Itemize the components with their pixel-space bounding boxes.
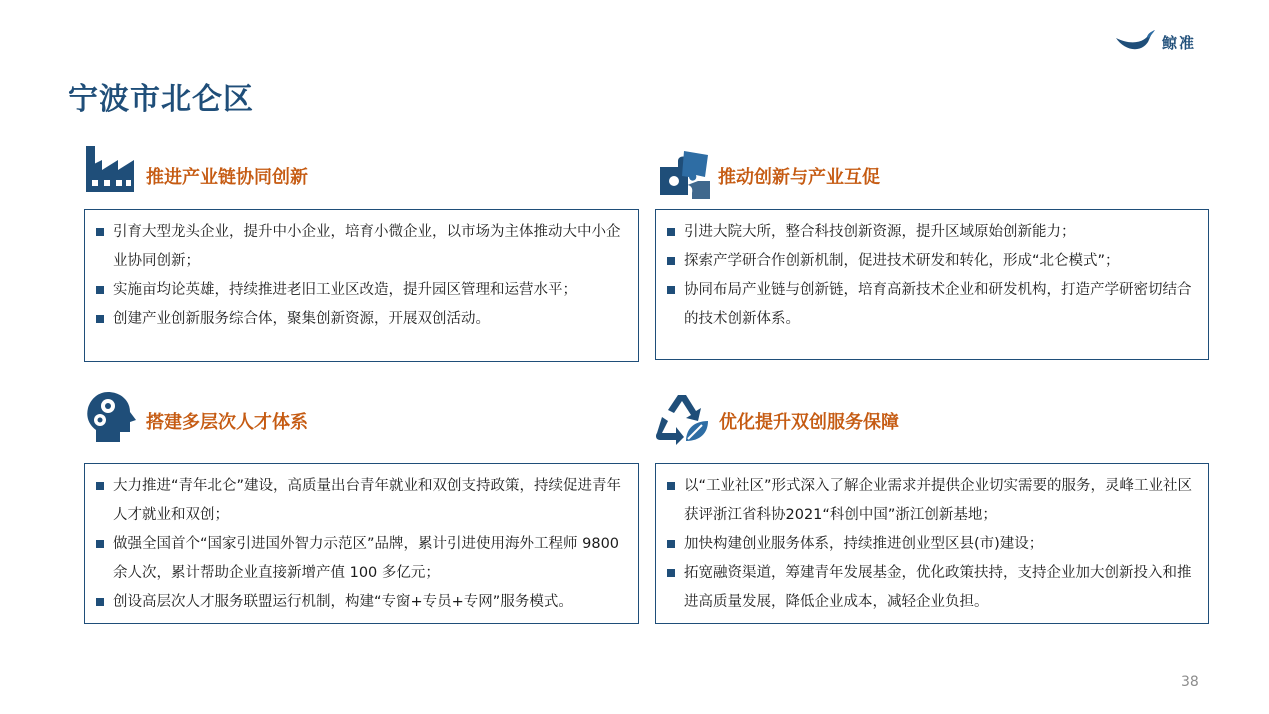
list-item: 以“工业社区”形式深入了解企业需求并提供企业切实需要的服务，灵峰工业社区获评浙江省科协2021“科创中国”浙江创新基地； [666,472,1198,530]
section-box-service [655,463,1209,624]
section-box-chain [84,209,639,362]
section-title-chain: 推进产业链协同创新 [146,167,308,188]
whale-icon [1114,28,1156,56]
list-item: 创设高层次人才服务联盟运行机制，构建“专窗+专员+专网”服务模式。 [95,588,628,617]
section-title-service: 优化提升双创服务保障 [719,412,899,433]
section-box-talent [84,463,639,624]
page-number: 38 [1181,674,1199,690]
list-item: 探索产学研合作创新机制，促进技术研发和转化，形成“北仑模式”； [666,247,1198,276]
list-item: 引进大院大所，整合科技创新资源，提升区域原始创新能力； [666,218,1198,247]
list-item: 协同布局产业链与创新链，培育高新技术企业和研发机构，打造产学研密切结合的技术创新体系。 [666,276,1198,334]
brand-logo [1114,28,1196,56]
section-title-talent: 搭建多层次人才体系 [146,412,308,433]
section-box-industry [655,209,1209,360]
page-title: 宁波市北仑区 [68,82,254,117]
list-item: 实施亩均论英雄，持续推进老旧工业区改造，提升园区管理和运营水平； [95,276,628,305]
list-item: 创建产业创新服务综合体，聚集创新资源，开展双创活动。 [95,305,628,334]
recycle-leaf-icon [656,391,710,445]
section-title-industry: 推动创新与产业互促 [718,167,880,188]
factory-icon [84,146,138,200]
list-item: 做强全国首个“国家引进国外智力示范区”品牌，累计引进使用海外工程师 9800 余人次，累计帮助企业直接新增产值 100 多亿元； [95,530,628,588]
puzzle-icon [658,147,712,201]
list-item: 拓宽融资渠道，筹建青年发展基金，优化政策扶持，支持企业加大创新投入和推进高质量发展，降低企业成本，减轻企业负担。 [666,559,1198,617]
head-gears-icon [84,390,138,444]
list-item: 大力推进“青年北仑”建设，高质量出台青年就业和双创支持政策，持续促进青年人才就业和双创； [95,472,628,530]
list-item: 加快构建创业服务体系，持续推进创业型区县(市)建设； [666,530,1198,559]
brand-name: 鲸准 [1162,33,1197,52]
list-item: 引育大型龙头企业，提升中小企业，培育小微企业，以市场为主体推动大中小企业协同创新； [95,218,628,276]
